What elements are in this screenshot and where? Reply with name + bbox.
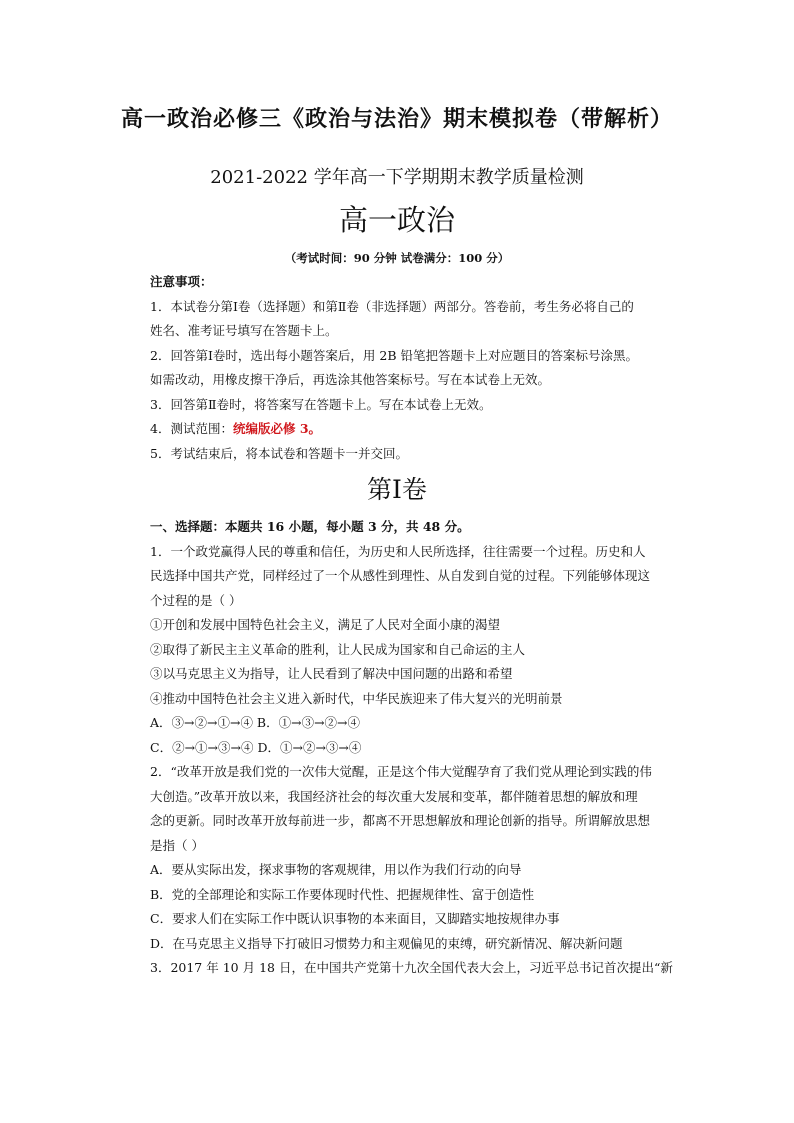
section-title: 第Ⅰ卷 (367, 475, 427, 504)
q1-statement-1: ①开创和发展中国特色社会主义，满足了人民对全面小康的渴望 (150, 617, 501, 632)
notice-item-4-prefix: 4．测试范围： (150, 421, 233, 436)
q2-stem-line-1: 2．“改革开放是我们党的一次伟大觉醒，正是这个伟大觉醒孕育了我们党从理论到实践的伟 (150, 764, 652, 779)
q2-stem-line-4: 是指（ ） (150, 837, 204, 853)
section-instruction: 一、选择题：本题共 16 小题，每小题 3 分，共 48 分。 (150, 519, 470, 534)
q1-stem-line-3: 个过程的是（ ） (150, 592, 242, 608)
q3-stem-line-1: 3．2017 年 10 月 18 日，在中国共产党第十九次全国代表大会上，习近平总书记首次提出“新 (150, 960, 673, 975)
q1-stem-line-1: 1．一个政党赢得人民的尊重和信任，为历史和人民所选择，往往需要一个过程。历史和人 (150, 543, 646, 559)
exam-title: 2021-2022 学年高一下学期期末教学质量检测 (210, 167, 584, 188)
notice-heading: 注意事项： (150, 274, 213, 289)
q1-statement-4: ④推动中国特色社会主义进入新时代，中华民族迎来了伟大复兴的光明前景 (150, 690, 563, 706)
notice-item-4 (150, 417, 662, 442)
q2-stem-line-2: 大创造。”改革开放以来，我国经济社会的每次重大发展和变革，都伴随着思想的解放和理 (150, 788, 638, 804)
notice-item-2-line-1: 2．回答第Ⅰ卷时，选出每小题答案后，用 2B 铅笔把答题卡上对应题目的答案标号涂黑。 (150, 347, 638, 363)
questions-block (150, 515, 673, 981)
notice-item-1-line-2: 姓名、准考证号填写在答题卡上。 (150, 323, 338, 338)
q2-choice-d: D．在马克思主义指导下打破旧习惯势力和主观偏见的束缚，研究新情况、解决新问题 (150, 935, 623, 951)
test-scope: 统编版必修 3。 (232, 421, 322, 436)
q1-choices-cd: C．②→①→③→④ D．①→②→③→④ (150, 739, 362, 755)
notice-item-2-line-2: 如需改动，用橡皮擦干净后，再选涂其他答案标号。写在本试卷上无效。 (150, 372, 551, 387)
q1-statement-2: ②取得了新民主主义革命的胜利，让人民成为国家和自己命运的主人 (150, 641, 526, 657)
notice-item-5: 5．考试结束后，将本试卷和答题卡一并交回。 (150, 445, 408, 461)
subject-title: 高一政治 (338, 203, 455, 237)
document-title: 高一政治必修三《政治与法治》期末模拟卷（带解析） (120, 107, 673, 132)
notice-item-1-line-1: 1．本试卷分第Ⅰ卷（选择题）和第Ⅱ卷（非选择题）两部分。答卷前，考生务必将自己的 (150, 298, 634, 314)
q1-statement-3: ③以马克思主义为指导，让人民看到了解决中国问题的出路和希望 (150, 666, 513, 681)
q1-stem-line-2: 民选择中国共产党，同样经过了一个从感性到理性、从自发到自觉的过程。下列能够体现这 (150, 568, 651, 583)
q2-stem-line-3: 念的更新。同时改革开放每前进一步，都离不开思想解放和理论创新的指导。所谓解放思想 (150, 813, 651, 828)
q2-choice-c: C．要求人们在实际工作中既认识事物的本来面目，又脚踏实地按规律办事 (150, 911, 560, 926)
q2-choice-a: A．要从实际出发，探求事物的客观规律，用以作为我们行动的向导 (150, 862, 522, 877)
exam-info: （考试时间：90 分钟 试卷满分：100 分） (284, 251, 510, 265)
q1-choices-ab: A．③→②→①→④ B．①→③→②→④ (150, 715, 361, 730)
q2-choice-b: B．党的全部理论和实际工作要体现时代性、把握规律性、富于创造性 (150, 886, 535, 902)
notice-item-3: 3．回答第Ⅱ卷时，将答案写在答题卡上。写在本试卷上无效。 (150, 396, 492, 412)
notice-block (150, 270, 662, 466)
